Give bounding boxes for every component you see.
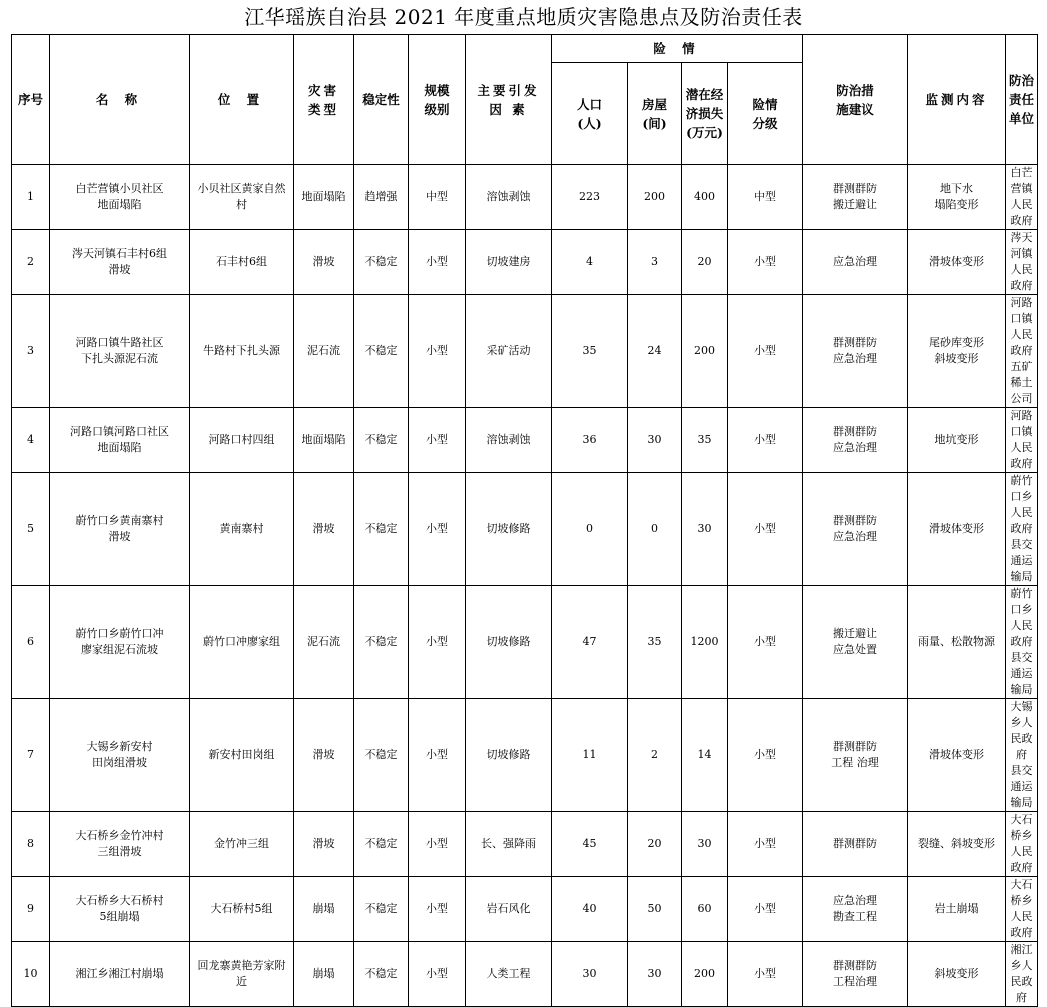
cell-name: 大石桥乡金竹冲村 三组滑坡 xyxy=(50,812,190,877)
cell-responsible: 河路口镇人民政府 xyxy=(1006,408,1038,473)
cell-type: 崩塌 xyxy=(294,877,354,942)
cell-monitoring: 滑坡体变形 xyxy=(908,230,1006,295)
cell-location: 大石桥村5组 xyxy=(190,877,294,942)
cell-stability: 不稳定 xyxy=(354,586,409,699)
cell-measures: 群测群防 工程 治理 xyxy=(803,699,908,812)
table-row xyxy=(12,165,1038,230)
cell-location: 回龙寨黄艳芳家附 近 xyxy=(190,942,294,1007)
col-header-loss: 潜在经 济损失 (万元) xyxy=(682,63,728,165)
cell-loss: 30 xyxy=(682,473,728,586)
cell-monitoring: 地下水 塌陷变形 xyxy=(908,165,1006,230)
cell-houses: 30 xyxy=(628,408,682,473)
cell-type: 崩塌 xyxy=(294,942,354,1007)
cell-level: 小型 xyxy=(728,473,803,586)
hazard-table xyxy=(11,34,1038,1007)
cell-scale: 小型 xyxy=(409,473,466,586)
col-header-danger-level: 险情 分级 xyxy=(728,63,803,165)
col-header-disaster-type: 灾害 类型 xyxy=(294,35,354,165)
page-title: 江华瑶族自治县 2021 年度重点地质灾害隐患点及防治责任表 xyxy=(244,5,803,29)
cell-responsible: 河路口镇人民政府 五矿稀土公司 xyxy=(1006,295,1038,408)
cell-people: 36 xyxy=(552,408,628,473)
cell-people: 11 xyxy=(552,699,628,812)
table-row xyxy=(12,699,1038,812)
cell-location: 新安村田岗组 xyxy=(190,699,294,812)
col-header-serial: 序号 xyxy=(12,35,50,165)
cell-serial: 3 xyxy=(12,295,50,408)
col-header-stability: 稳定性 xyxy=(354,35,409,165)
cell-level: 小型 xyxy=(728,586,803,699)
cell-measures: 群测群防 应急治理 xyxy=(803,295,908,408)
cell-people: 0 xyxy=(552,473,628,586)
cell-houses: 0 xyxy=(628,473,682,586)
cell-people: 4 xyxy=(552,230,628,295)
cell-name: 大石桥乡大石桥村 5组崩塌 xyxy=(50,877,190,942)
cell-houses: 20 xyxy=(628,812,682,877)
cell-name: 蔚竹口乡黄南寨村 滑坡 xyxy=(50,473,190,586)
cell-type: 滑坡 xyxy=(294,473,354,586)
cell-type: 泥石流 xyxy=(294,295,354,408)
table-row xyxy=(12,586,1038,699)
col-header-people: 人口 (人) xyxy=(552,63,628,165)
cell-cause: 切坡修路 xyxy=(466,473,552,586)
table-row xyxy=(12,877,1038,942)
table-row xyxy=(12,473,1038,586)
cell-houses: 24 xyxy=(628,295,682,408)
cell-houses: 3 xyxy=(628,230,682,295)
table-row xyxy=(12,408,1038,473)
cell-location: 河路口村四组 xyxy=(190,408,294,473)
cell-monitoring: 地坑变形 xyxy=(908,408,1006,473)
cell-location: 小贝社区黄家自然 村 xyxy=(190,165,294,230)
cell-scale: 小型 xyxy=(409,230,466,295)
cell-cause: 切坡建房 xyxy=(466,230,552,295)
cell-stability: 不稳定 xyxy=(354,408,409,473)
cell-measures: 应急治理 xyxy=(803,230,908,295)
cell-cause: 溶蚀剥蚀 xyxy=(466,408,552,473)
cell-scale: 小型 xyxy=(409,877,466,942)
cell-measures: 应急治理 勘查工程 xyxy=(803,877,908,942)
table-row xyxy=(12,230,1038,295)
cell-stability: 不稳定 xyxy=(354,942,409,1007)
cell-level: 小型 xyxy=(728,812,803,877)
cell-measures: 群测群防 xyxy=(803,812,908,877)
cell-name: 大锡乡新安村 田岗组滑坡 xyxy=(50,699,190,812)
cell-serial: 9 xyxy=(12,877,50,942)
cell-name: 涔天河镇石丰村6组 滑坡 xyxy=(50,230,190,295)
cell-houses: 200 xyxy=(628,165,682,230)
cell-people: 30 xyxy=(552,942,628,1007)
cell-name: 河路口镇河路口社区 地面塌陷 xyxy=(50,408,190,473)
cell-measures: 群测群防 工程治理 xyxy=(803,942,908,1007)
table-row xyxy=(12,942,1038,1007)
cell-responsible: 大锡乡人民政府 县交通运输局 xyxy=(1006,699,1038,812)
table-row xyxy=(12,295,1038,408)
col-header-monitoring: 监测内容 xyxy=(908,35,1006,165)
cell-responsible: 涔天河镇人民政府 xyxy=(1006,230,1038,295)
cell-loss: 200 xyxy=(682,942,728,1007)
cell-scale: 小型 xyxy=(409,586,466,699)
cell-type: 地面塌陷 xyxy=(294,165,354,230)
cell-level: 小型 xyxy=(728,230,803,295)
cell-type: 地面塌陷 xyxy=(294,408,354,473)
header-row-1 xyxy=(12,35,1038,63)
cell-responsible: 大石桥乡人民政府 xyxy=(1006,877,1038,942)
cell-scale: 中型 xyxy=(409,165,466,230)
cell-responsible: 大石桥乡人民政府 xyxy=(1006,812,1038,877)
cell-level: 小型 xyxy=(728,877,803,942)
cell-loss: 400 xyxy=(682,165,728,230)
col-header-danger-group: 险 情 xyxy=(552,35,803,63)
cell-monitoring: 滑坡体变形 xyxy=(908,699,1006,812)
cell-loss: 20 xyxy=(682,230,728,295)
cell-serial: 6 xyxy=(12,586,50,699)
cell-loss: 60 xyxy=(682,877,728,942)
cell-stability: 不稳定 xyxy=(354,699,409,812)
cell-cause: 溶蚀剥蚀 xyxy=(466,165,552,230)
cell-name: 白芒营镇小贝社区 地面塌陷 xyxy=(50,165,190,230)
cell-serial: 10 xyxy=(12,942,50,1007)
cell-level: 小型 xyxy=(728,942,803,1007)
cell-name: 湘江乡湘江村崩塌 xyxy=(50,942,190,1007)
cell-cause: 长、强降雨 xyxy=(466,812,552,877)
cell-responsible: 蔚竹口乡人民政府 县交通运输局 xyxy=(1006,473,1038,586)
cell-location: 蔚竹口冲廖家组 xyxy=(190,586,294,699)
cell-houses: 50 xyxy=(628,877,682,942)
cell-monitoring: 雨量、松散物源 xyxy=(908,586,1006,699)
cell-houses: 2 xyxy=(628,699,682,812)
cell-type: 滑坡 xyxy=(294,699,354,812)
col-header-houses: 房屋 (间) xyxy=(628,63,682,165)
cell-serial: 7 xyxy=(12,699,50,812)
cell-people: 35 xyxy=(552,295,628,408)
cell-cause: 人类工程 xyxy=(466,942,552,1007)
cell-scale: 小型 xyxy=(409,295,466,408)
cell-loss: 200 xyxy=(682,295,728,408)
col-header-name: 名 称 xyxy=(50,35,190,165)
cell-serial: 5 xyxy=(12,473,50,586)
cell-stability: 不稳定 xyxy=(354,812,409,877)
cell-measures: 群测群防 应急治理 xyxy=(803,408,908,473)
cell-loss: 35 xyxy=(682,408,728,473)
cell-people: 223 xyxy=(552,165,628,230)
cell-people: 47 xyxy=(552,586,628,699)
cell-stability: 不稳定 xyxy=(354,230,409,295)
cell-level: 小型 xyxy=(728,408,803,473)
cell-measures: 群测群防 搬迁避让 xyxy=(803,165,908,230)
cell-responsible: 蔚竹口乡人民政府 县交通运输局 xyxy=(1006,586,1038,699)
cell-stability: 趋增强 xyxy=(354,165,409,230)
cell-responsible: 湘江乡人民政府 xyxy=(1006,942,1038,1007)
cell-cause: 切坡修路 xyxy=(466,699,552,812)
cell-scale: 小型 xyxy=(409,942,466,1007)
cell-level: 小型 xyxy=(728,699,803,812)
cell-type: 滑坡 xyxy=(294,230,354,295)
table-row xyxy=(12,812,1038,877)
cell-stability: 不稳定 xyxy=(354,295,409,408)
cell-type: 滑坡 xyxy=(294,812,354,877)
cell-responsible: 白芒营镇人民政府 xyxy=(1006,165,1038,230)
cell-houses: 35 xyxy=(628,586,682,699)
cell-monitoring: 岩土崩塌 xyxy=(908,877,1006,942)
cell-monitoring: 斜坡变形 xyxy=(908,942,1006,1007)
cell-stability: 不稳定 xyxy=(354,473,409,586)
cell-level: 小型 xyxy=(728,295,803,408)
cell-serial: 2 xyxy=(12,230,50,295)
cell-scale: 小型 xyxy=(409,812,466,877)
col-header-measures: 防治措 施建议 xyxy=(803,35,908,165)
cell-cause: 采矿活动 xyxy=(466,295,552,408)
cell-serial: 4 xyxy=(12,408,50,473)
col-header-scale: 规模 级别 xyxy=(409,35,466,165)
cell-location: 石丰村6组 xyxy=(190,230,294,295)
cell-serial: 8 xyxy=(12,812,50,877)
cell-loss: 30 xyxy=(682,812,728,877)
cell-houses: 30 xyxy=(628,942,682,1007)
cell-name: 河路口镇牛路社区 下扎头源泥石流 xyxy=(50,295,190,408)
cell-loss: 14 xyxy=(682,699,728,812)
cell-location: 黄南寨村 xyxy=(190,473,294,586)
cell-type: 泥石流 xyxy=(294,586,354,699)
col-header-responsible: 防治 责任单位 xyxy=(1006,35,1038,165)
cell-people: 40 xyxy=(552,877,628,942)
cell-level: 中型 xyxy=(728,165,803,230)
cell-people: 45 xyxy=(552,812,628,877)
cell-scale: 小型 xyxy=(409,699,466,812)
cell-serial: 1 xyxy=(12,165,50,230)
cell-cause: 切坡修路 xyxy=(466,586,552,699)
cell-loss: 1200 xyxy=(682,586,728,699)
cell-name: 蔚竹口乡蔚竹口冲 廖家组泥石流坡 xyxy=(50,586,190,699)
cell-scale: 小型 xyxy=(409,408,466,473)
cell-measures: 搬迁避让 应急处置 xyxy=(803,586,908,699)
cell-location: 金竹冲三组 xyxy=(190,812,294,877)
col-header-cause: 主要引发 因 素 xyxy=(466,35,552,165)
cell-monitoring: 裂缝、斜坡变形 xyxy=(908,812,1006,877)
cell-measures: 群测群防 应急治理 xyxy=(803,473,908,586)
cell-cause: 岩石风化 xyxy=(466,877,552,942)
cell-stability: 不稳定 xyxy=(354,877,409,942)
cell-monitoring: 滑坡体变形 xyxy=(908,473,1006,586)
col-header-location: 位 置 xyxy=(190,35,294,165)
cell-monitoring: 尾砂库变形 斜坡变形 xyxy=(908,295,1006,408)
cell-location: 牛路村下扎头源 xyxy=(190,295,294,408)
